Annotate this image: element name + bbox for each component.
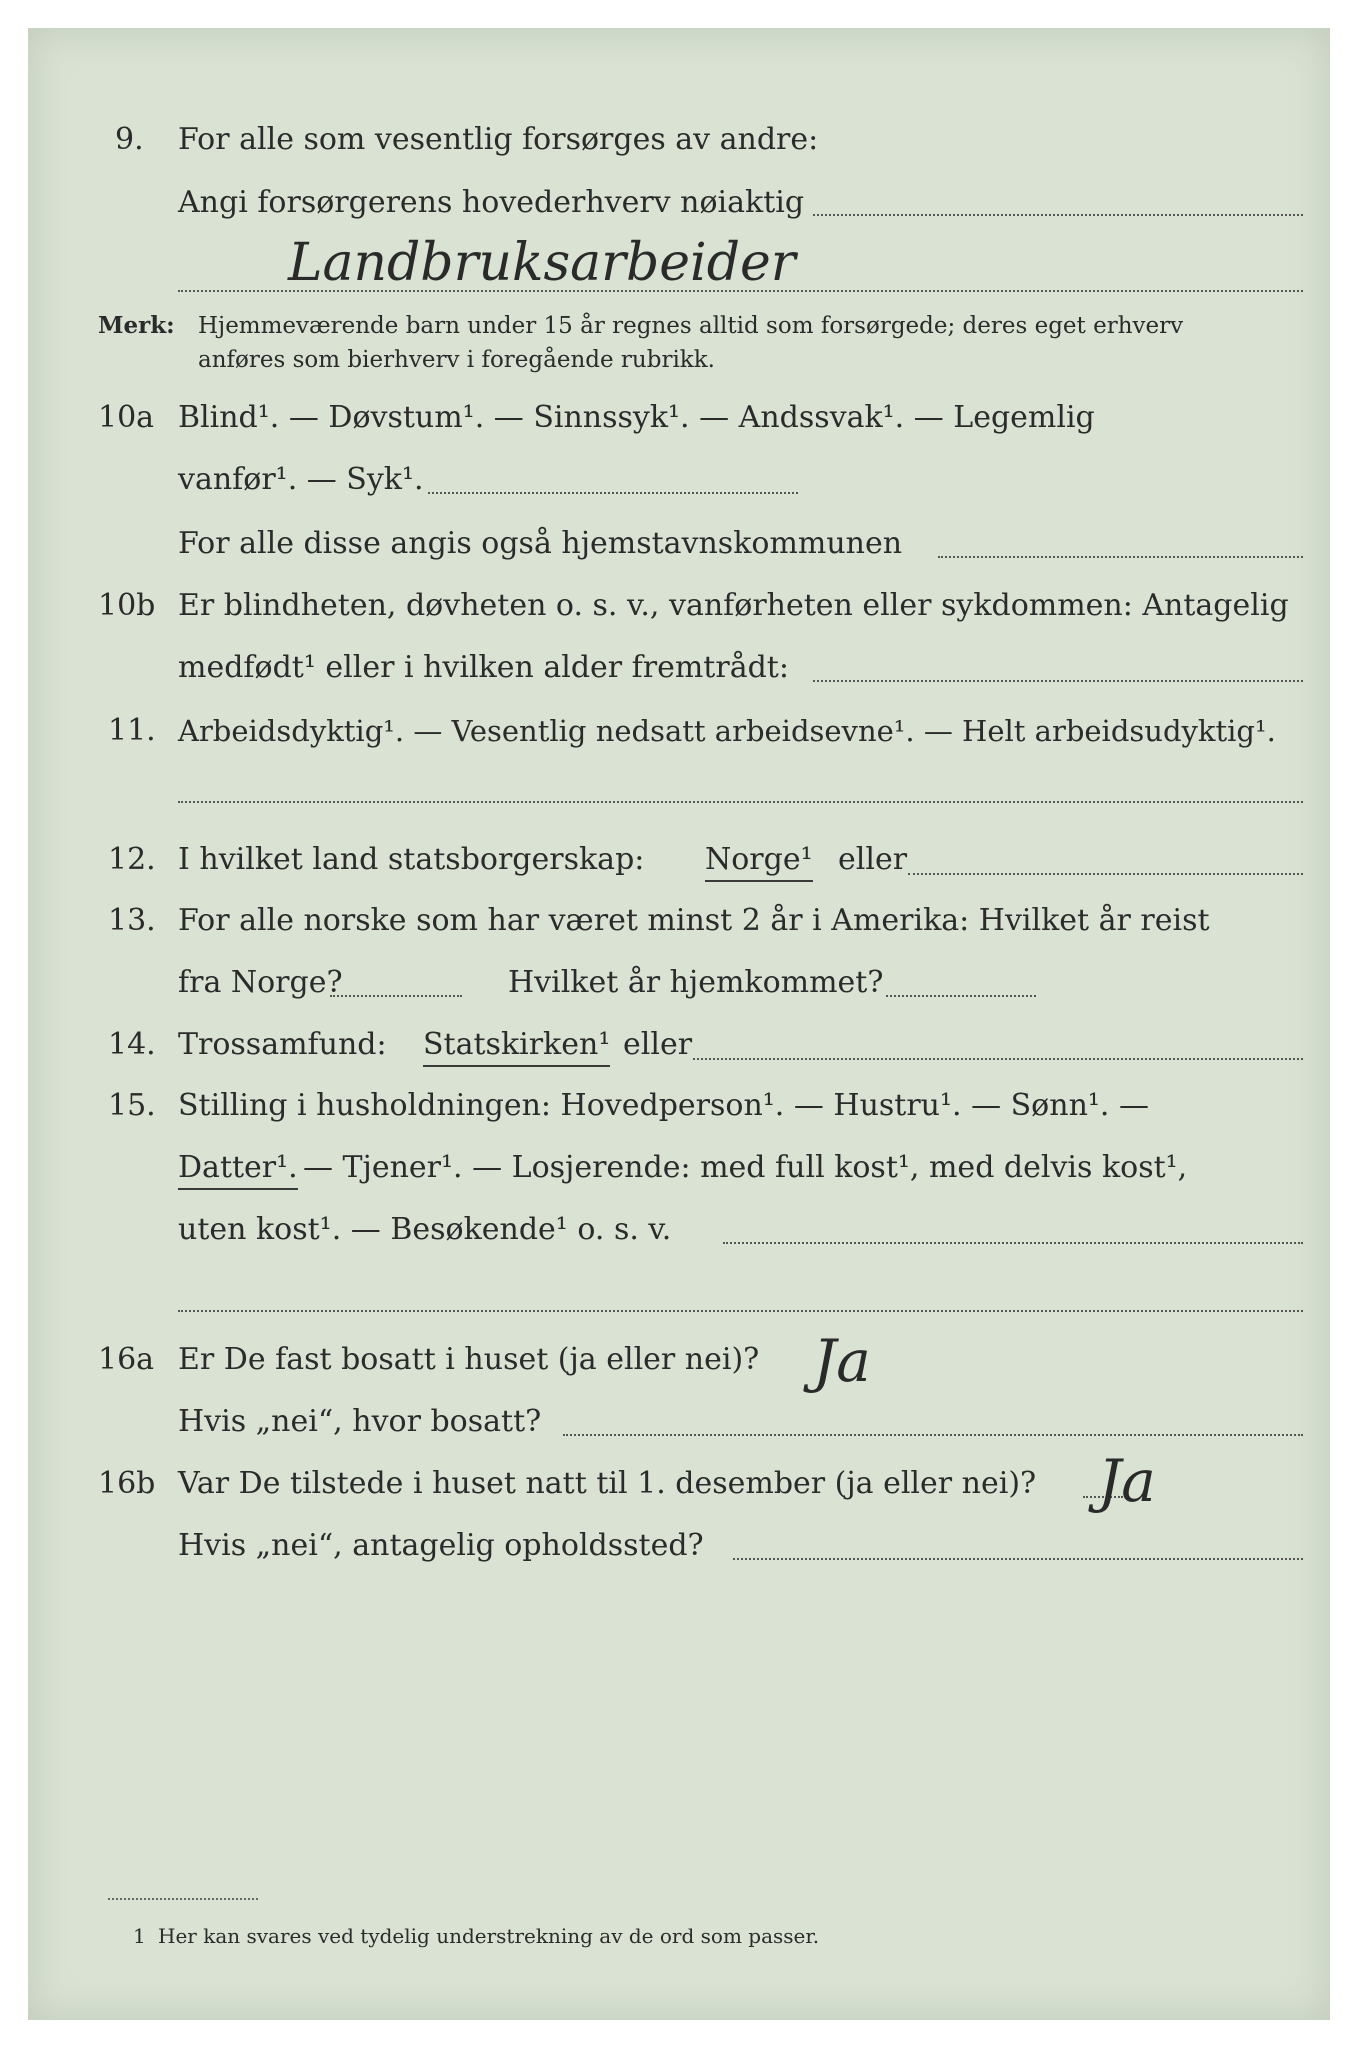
q10a-syk-line — [428, 492, 798, 494]
q14-fill-line — [693, 1058, 1303, 1060]
footnote-mark: 1 — [133, 1924, 146, 1948]
q15-fill-line — [723, 1242, 1303, 1244]
q9-line2: Angi forsørgerens hovederhverv nøiaktig — [178, 185, 805, 220]
q13-line2b: Hvilket år hjemkommet? — [508, 965, 884, 1000]
footnote-text: Her kan svares ved tydelig understrekning av de ord som passer. — [158, 1924, 820, 1948]
q12-norge-option: Norge¹ — [705, 840, 813, 882]
q16a-line1: Er De fast bosatt i huset (ja eller nei)? — [178, 1342, 760, 1377]
q15-datter-option: Datter¹. — [178, 1148, 298, 1190]
census-form-page — [28, 28, 1330, 2020]
q9-handwritten-answer: Landbruksarbeider — [288, 233, 796, 293]
q10b-line1: Er blindheten, døvheten o. s. v., vanførheten eller sykdommen: Antagelig — [178, 588, 1289, 623]
q16a-fill-line — [563, 1434, 1303, 1436]
q10b-line2: medfødt¹ eller i hvilken alder fremtrådt: — [178, 650, 789, 685]
q12-fill-line — [908, 873, 1303, 875]
q9-answer-line — [178, 290, 1303, 292]
q12-question: I hvilket land statsborgerskap: — [178, 842, 645, 877]
q16b-line2: Hvis „nei“, antagelig opholdssted? — [178, 1528, 704, 1563]
q10a-line2: vanfør¹. — Syk¹. — [178, 462, 424, 497]
q15-number: 15. — [108, 1088, 156, 1123]
merk-line1: Hjemmeværende barn under 15 år regnes alltid som forsørgede; deres eget erhverv — [198, 313, 1184, 339]
q9-number: 9. — [115, 122, 144, 157]
q12-number: 12. — [108, 842, 156, 877]
q13-line1: For alle norske som har været minst 2 år i Amerika: Hvilket år reist — [178, 903, 1210, 938]
q10a-line1: Blind¹. — Døvstum¹. — Sinnssyk¹. — Andssvak¹. — Legemlig — [178, 400, 1095, 435]
q16b-handwritten-answer: Ja — [1098, 1447, 1156, 1515]
q16a-line2: Hvis „nei“, hvor bosatt? — [178, 1404, 542, 1439]
q14-eller: eller — [623, 1027, 693, 1062]
q11-line1: Arbeidsdyktig¹. — Vesentlig nedsatt arbeidsevne¹. — Helt arbeidsudyktig¹. — [178, 714, 1276, 748]
q16a-number: 16a — [98, 1342, 155, 1377]
q15-line2: — Tjener¹. — Losjerende: med full kost¹, med delvis kost¹, — [303, 1150, 1188, 1185]
q16a-handwritten-answer: Ja — [813, 1327, 871, 1395]
q13-reist-line — [330, 995, 462, 997]
q11-number: 11. — [108, 713, 156, 748]
q16b-line1: Var De tilstede i huset natt til 1. desember (ja eller nei)? — [178, 1466, 1037, 1501]
merk-line2: anføres som bierhverv i foregående rubrikk. — [198, 347, 715, 373]
q12-eller: eller — [838, 842, 908, 877]
q10b-fill-line — [813, 680, 1303, 682]
q14-number: 14. — [108, 1027, 156, 1062]
q13-hjem-line — [886, 995, 1036, 997]
q15-line3: uten kost¹. — Besøkende¹ o. s. v. — [178, 1212, 672, 1247]
q16b-number: 16b — [98, 1466, 156, 1501]
q10b-number: 10b — [98, 588, 156, 623]
q9-line1: For alle som vesentlig forsørges av andre: — [178, 122, 819, 157]
q15-line1: Stilling i husholdningen: Hovedperson¹. — Hustru¹. — Sønn¹. — — [178, 1088, 1149, 1123]
footnote-rule — [108, 1898, 258, 1900]
q14-statskirken-option: Statskirken¹ — [423, 1025, 610, 1067]
q11-fill-line — [178, 801, 1303, 803]
q13-line2a: fra Norge? — [178, 965, 343, 1000]
q9-fill-line — [813, 214, 1303, 216]
q15-fill-line-2 — [178, 1310, 1303, 1312]
q10a-fill-line — [938, 556, 1303, 558]
q10a-number: 10a — [98, 400, 155, 435]
q14-question: Trossamfund: — [178, 1027, 387, 1062]
q13-number: 13. — [108, 903, 156, 938]
merk-label: Merk: — [98, 312, 175, 339]
q16b-fill-line-2 — [733, 1558, 1303, 1560]
q10a-line3: For alle disse angis også hjemstavnskommunen — [178, 526, 903, 561]
